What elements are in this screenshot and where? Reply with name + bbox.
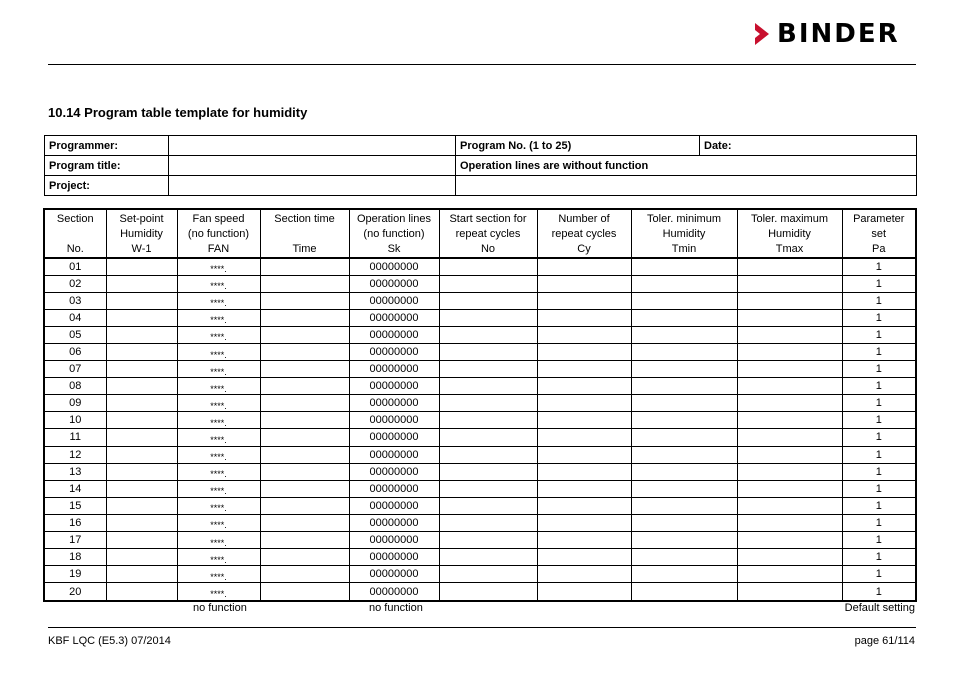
header-line: Sk (387, 243, 401, 255)
header-section (45, 210, 106, 258)
cell-repeat-cycles[interactable] (537, 395, 631, 412)
header-line: No. (66, 243, 84, 255)
program-no-field[interactable]: Program No. (1 to 25) (456, 136, 700, 156)
cell-fan-speed[interactable]: ****. (177, 361, 260, 378)
header-line: Operation lines (357, 213, 431, 225)
cell-setpoint-humidity[interactable] (106, 514, 177, 531)
cell-operation-lines[interactable]: 00000000 (349, 463, 439, 480)
cell-parameter-set[interactable]: 1 (842, 549, 915, 566)
header-line: Start section for (449, 213, 527, 225)
header-section-time (260, 210, 349, 258)
cell-toler-max[interactable] (737, 258, 842, 275)
cell-repeat-cycles[interactable] (537, 292, 631, 309)
cell-section[interactable]: 09 (45, 395, 106, 412)
table-row (45, 549, 915, 566)
cell-repeat-cycles[interactable] (537, 275, 631, 292)
table-row (45, 309, 915, 326)
cell-section[interactable]: 20 (45, 583, 106, 600)
cell-toler-max[interactable] (737, 378, 842, 395)
header-line: Fan speed (192, 213, 245, 225)
cell-repeat-cycles[interactable] (537, 497, 631, 514)
grid-header-row (45, 210, 915, 258)
cell-operation-lines[interactable]: 00000000 (349, 343, 439, 360)
cell-fan-speed[interactable]: ****. (177, 378, 260, 395)
cell-toler-max[interactable] (737, 549, 842, 566)
table-row (45, 395, 915, 412)
cell-toler-max[interactable] (737, 463, 842, 480)
cell-toler-max[interactable] (737, 309, 842, 326)
cell-section[interactable]: 19 (45, 566, 106, 583)
cell-toler-max[interactable] (737, 480, 842, 497)
cell-section-time[interactable] (260, 395, 349, 412)
header-line: Number of (558, 213, 610, 225)
cell-parameter-set[interactable]: 1 (842, 275, 915, 292)
cell-parameter-set[interactable]: 1 (842, 258, 915, 275)
header-operation-lines (349, 210, 439, 258)
program-title-field[interactable] (169, 156, 456, 176)
cell-repeat-cycles[interactable] (537, 309, 631, 326)
table-row (45, 497, 915, 514)
cell-section[interactable]: 14 (45, 480, 106, 497)
cell-section[interactable]: 16 (45, 514, 106, 531)
cell-toler-max[interactable] (737, 275, 842, 292)
cell-setpoint-humidity[interactable] (106, 549, 177, 566)
page-number: page 61/114 (854, 635, 915, 647)
cell-section[interactable]: 12 (45, 446, 106, 463)
table-row (45, 514, 915, 531)
cell-section-time[interactable] (260, 497, 349, 514)
cell-toler-max[interactable] (737, 326, 842, 343)
cell-fan-speed[interactable]: ****. (177, 275, 260, 292)
cell-toler-max[interactable] (737, 497, 842, 514)
cell-setpoint-humidity[interactable] (106, 326, 177, 343)
cell-start-section[interactable] (439, 258, 537, 275)
header-line: (no function) (363, 228, 425, 240)
cell-fan-speed[interactable]: ****. (177, 480, 260, 497)
cell-start-section[interactable] (439, 361, 537, 378)
table-row (45, 275, 915, 292)
cell-toler-min[interactable] (631, 532, 737, 549)
header-line: repeat cycles (551, 228, 617, 240)
cell-parameter-set[interactable]: 1 (842, 361, 915, 378)
cell-section-time[interactable] (260, 412, 349, 429)
cell-toler-min[interactable] (631, 275, 737, 292)
cell-fan-speed[interactable]: ****. (177, 583, 260, 600)
brand-name: BINDER (777, 19, 900, 49)
parameter-set-note: Default setting (844, 602, 915, 614)
project-extra-field[interactable] (456, 176, 917, 196)
cell-section-time[interactable] (260, 463, 349, 480)
cell-parameter-set[interactable]: 1 (842, 412, 915, 429)
cell-fan-speed[interactable]: ****. (177, 514, 260, 531)
cell-start-section[interactable] (439, 412, 537, 429)
cell-parameter-set[interactable]: 1 (842, 566, 915, 583)
operation-lines-note: Operation lines are without function (456, 156, 917, 176)
cell-parameter-set[interactable]: 1 (842, 583, 915, 600)
cell-toler-min[interactable] (631, 395, 737, 412)
cell-start-section[interactable] (439, 429, 537, 446)
cell-operation-lines[interactable]: 00000000 (349, 480, 439, 497)
table-row (45, 378, 915, 395)
document-id: KBF LQC (E5.3) 07/2014 (48, 635, 171, 647)
cell-operation-lines[interactable]: 00000000 (349, 429, 439, 446)
date-field[interactable]: Date: (700, 136, 917, 156)
header-repeat-cycles (537, 210, 631, 258)
table-row (45, 480, 915, 497)
cell-section[interactable]: 11 (45, 429, 106, 446)
cell-section-time[interactable] (260, 326, 349, 343)
header-parameter-set (842, 210, 915, 258)
cell-operation-lines[interactable]: 00000000 (349, 412, 439, 429)
cell-parameter-set[interactable]: 1 (842, 292, 915, 309)
cell-section[interactable]: 01 (45, 258, 106, 275)
cell-section-time[interactable] (260, 480, 349, 497)
cell-fan-speed[interactable]: ****. (177, 326, 260, 343)
cell-start-section[interactable] (439, 480, 537, 497)
grid-body (45, 258, 915, 600)
cell-section[interactable]: 03 (45, 292, 106, 309)
cell-toler-min[interactable] (631, 566, 737, 583)
cell-setpoint-humidity[interactable] (106, 446, 177, 463)
cell-operation-lines[interactable]: 00000000 (349, 514, 439, 531)
table-row (45, 361, 915, 378)
cell-parameter-set[interactable]: 1 (842, 446, 915, 463)
project-label: Project: (45, 176, 169, 196)
programmer-label: Programmer: (45, 136, 169, 156)
cell-fan-speed[interactable]: ****. (177, 463, 260, 480)
header-line: Humidity (120, 228, 163, 240)
cell-toler-min[interactable] (631, 514, 737, 531)
cell-setpoint-humidity[interactable] (106, 532, 177, 549)
cell-operation-lines[interactable]: 00000000 (349, 378, 439, 395)
table-row (45, 566, 915, 583)
cell-fan-speed[interactable]: ****. (177, 395, 260, 412)
programmer-field[interactable] (169, 136, 456, 156)
cell-setpoint-humidity[interactable] (106, 258, 177, 275)
cell-section[interactable]: 06 (45, 343, 106, 360)
cell-setpoint-humidity[interactable] (106, 429, 177, 446)
cell-section[interactable]: 15 (45, 497, 106, 514)
cell-start-section[interactable] (439, 446, 537, 463)
fan-note: no function (193, 602, 247, 614)
cell-parameter-set[interactable]: 1 (842, 480, 915, 497)
cell-section-time[interactable] (260, 361, 349, 378)
cell-repeat-cycles[interactable] (537, 514, 631, 531)
cell-parameter-set[interactable]: 1 (842, 514, 915, 531)
cell-toler-min[interactable] (631, 309, 737, 326)
cell-section[interactable]: 17 (45, 532, 106, 549)
header-line: Tmin (671, 243, 697, 255)
cell-operation-lines[interactable]: 00000000 (349, 258, 439, 275)
cell-start-section[interactable] (439, 532, 537, 549)
table-row (45, 532, 915, 549)
cell-start-section[interactable] (439, 463, 537, 480)
cell-operation-lines[interactable]: 00000000 (349, 497, 439, 514)
header-line: Tmax (775, 243, 804, 255)
cell-start-section[interactable] (439, 549, 537, 566)
cell-repeat-cycles[interactable] (537, 566, 631, 583)
header-line: Humidity (662, 228, 706, 240)
cell-repeat-cycles[interactable] (537, 343, 631, 360)
cell-start-section[interactable] (439, 378, 537, 395)
cell-fan-speed[interactable]: ****. (177, 549, 260, 566)
cell-section-time[interactable] (260, 429, 349, 446)
header-line: repeat cycles (455, 228, 521, 240)
cell-toler-max[interactable] (737, 412, 842, 429)
cell-toler-max[interactable] (737, 429, 842, 446)
cell-toler-min[interactable] (631, 497, 737, 514)
header-line: Set-point (119, 213, 164, 225)
cell-toler-max[interactable] (737, 566, 842, 583)
cell-toler-max[interactable] (737, 514, 842, 531)
cell-section-time[interactable] (260, 532, 349, 549)
cell-section-time[interactable] (260, 514, 349, 531)
cell-repeat-cycles[interactable] (537, 412, 631, 429)
cell-repeat-cycles[interactable] (537, 549, 631, 566)
cell-section-time[interactable] (260, 446, 349, 463)
cell-toler-min[interactable] (631, 446, 737, 463)
cell-fan-speed[interactable]: ****. (177, 429, 260, 446)
cell-setpoint-humidity[interactable] (106, 275, 177, 292)
table-row (45, 412, 915, 429)
table-row (45, 463, 915, 480)
cell-toler-max[interactable] (737, 292, 842, 309)
cell-setpoint-humidity[interactable] (106, 292, 177, 309)
cell-section-time[interactable] (260, 378, 349, 395)
cell-operation-lines[interactable]: 00000000 (349, 292, 439, 309)
header-setpoint-humidity (106, 210, 177, 258)
cell-section[interactable]: 13 (45, 463, 106, 480)
cell-repeat-cycles[interactable] (537, 480, 631, 497)
table-row (45, 343, 915, 360)
header-line: Cy (577, 243, 591, 255)
cell-section[interactable]: 02 (45, 275, 106, 292)
header-line: Toler. minimum (647, 213, 721, 225)
cell-operation-lines[interactable]: 00000000 (349, 583, 439, 600)
cell-setpoint-humidity[interactable] (106, 361, 177, 378)
cell-operation-lines[interactable]: 00000000 (349, 549, 439, 566)
table-row (45, 292, 915, 309)
header-line: W-1 (131, 243, 152, 255)
table-row (45, 429, 915, 446)
program-info-table (44, 135, 917, 196)
cell-operation-lines[interactable]: 00000000 (349, 395, 439, 412)
header-line (45, 227, 106, 242)
cell-section-time[interactable] (260, 583, 349, 600)
cell-start-section[interactable] (439, 309, 537, 326)
cell-section-time[interactable] (260, 292, 349, 309)
cell-setpoint-humidity[interactable] (106, 463, 177, 480)
cell-toler-min[interactable] (631, 463, 737, 480)
header-line: Section time (274, 213, 335, 225)
operation-lines-note-footer: no function (369, 602, 423, 614)
cell-operation-lines[interactable]: 00000000 (349, 566, 439, 583)
cell-toler-max[interactable] (737, 361, 842, 378)
cell-section[interactable]: 04 (45, 309, 106, 326)
cell-start-section[interactable] (439, 343, 537, 360)
table-row (45, 258, 915, 275)
program-grid (43, 208, 917, 602)
cell-parameter-set[interactable]: 1 (842, 429, 915, 446)
cell-toler-max[interactable] (737, 446, 842, 463)
cell-toler-min[interactable] (631, 549, 737, 566)
cell-repeat-cycles[interactable] (537, 326, 631, 343)
cell-operation-lines[interactable]: 00000000 (349, 326, 439, 343)
cell-fan-speed[interactable]: ****. (177, 309, 260, 326)
header-fan-speed (177, 210, 260, 258)
header-line (261, 227, 349, 242)
cell-fan-speed[interactable]: ****. (177, 497, 260, 514)
header-line: (no function) (187, 228, 250, 240)
cell-toler-min[interactable] (631, 429, 737, 446)
header-line: Humidity (768, 228, 811, 240)
cell-operation-lines[interactable]: 00000000 (349, 446, 439, 463)
header-line: Pa (872, 243, 886, 255)
cell-setpoint-humidity[interactable] (106, 395, 177, 412)
cell-toler-max[interactable] (737, 583, 842, 600)
cell-fan-speed[interactable]: ****. (177, 446, 260, 463)
cell-parameter-set[interactable]: 1 (842, 343, 915, 360)
header-line: Time (292, 243, 317, 255)
cell-fan-speed[interactable]: ****. (177, 343, 260, 360)
cell-toler-min[interactable] (631, 412, 737, 429)
project-field[interactable] (169, 176, 456, 196)
cell-fan-speed[interactable]: ****. (177, 258, 260, 275)
program-title-label: Program title: (45, 156, 169, 176)
cell-toler-min[interactable] (631, 583, 737, 600)
cell-section[interactable]: 08 (45, 378, 106, 395)
cell-repeat-cycles[interactable] (537, 583, 631, 600)
cell-repeat-cycles[interactable] (537, 258, 631, 275)
header-line: Section (56, 213, 94, 225)
cell-parameter-set[interactable]: 1 (842, 378, 915, 395)
cell-setpoint-humidity[interactable] (106, 378, 177, 395)
cell-fan-speed[interactable]: ****. (177, 292, 260, 309)
cell-fan-speed[interactable]: ****. (177, 412, 260, 429)
section-heading: 10.14 Program table template for humidity (48, 105, 308, 120)
header-toler-max (737, 210, 842, 258)
cell-toler-min[interactable] (631, 343, 737, 360)
cell-setpoint-humidity[interactable] (106, 480, 177, 497)
cell-setpoint-humidity[interactable] (106, 343, 177, 360)
cell-start-section[interactable] (439, 275, 537, 292)
cell-toler-min[interactable] (631, 258, 737, 275)
header-toler-min (631, 210, 737, 258)
cell-fan-speed[interactable]: ****. (177, 566, 260, 583)
cell-operation-lines[interactable]: 00000000 (349, 309, 439, 326)
cell-section[interactable]: 10 (45, 412, 106, 429)
cell-section-time[interactable] (260, 258, 349, 275)
cell-toler-min[interactable] (631, 378, 737, 395)
cell-parameter-set[interactable]: 1 (842, 395, 915, 412)
cell-setpoint-humidity[interactable] (106, 309, 177, 326)
cell-section-time[interactable] (260, 275, 349, 292)
cell-parameter-set[interactable]: 1 (842, 309, 915, 326)
cell-setpoint-humidity[interactable] (106, 566, 177, 583)
cell-toler-max[interactable] (737, 343, 842, 360)
cell-start-section[interactable] (439, 497, 537, 514)
header-rule (48, 64, 916, 65)
table-row (45, 583, 915, 600)
cell-parameter-set[interactable]: 1 (842, 497, 915, 514)
cell-repeat-cycles[interactable] (537, 463, 631, 480)
cell-repeat-cycles[interactable] (537, 532, 631, 549)
binder-chevron-logo-icon (753, 23, 771, 45)
cell-section-time[interactable] (260, 549, 349, 566)
cell-repeat-cycles[interactable] (537, 429, 631, 446)
cell-toler-max[interactable] (737, 532, 842, 549)
cell-start-section[interactable] (439, 566, 537, 583)
cell-parameter-set[interactable]: 1 (842, 463, 915, 480)
cell-section-time[interactable] (260, 566, 349, 583)
header-start-section (439, 210, 537, 258)
cell-start-section[interactable] (439, 326, 537, 343)
cell-toler-min[interactable] (631, 480, 737, 497)
cell-repeat-cycles[interactable] (537, 361, 631, 378)
cell-setpoint-humidity[interactable] (106, 583, 177, 600)
table-row (45, 326, 915, 343)
header-line: set (871, 228, 887, 240)
cell-parameter-set[interactable]: 1 (842, 326, 915, 343)
header-line: Toler. maximum (750, 213, 829, 225)
cell-operation-lines[interactable]: 00000000 (349, 361, 439, 378)
header-line: No (480, 243, 496, 255)
cell-toler-min[interactable] (631, 361, 737, 378)
cell-operation-lines[interactable]: 00000000 (349, 275, 439, 292)
cell-toler-min[interactable] (631, 326, 737, 343)
cell-repeat-cycles[interactable] (537, 446, 631, 463)
cell-section-time[interactable] (260, 343, 349, 360)
cell-toler-min[interactable] (631, 292, 737, 309)
binder-logo (753, 19, 900, 49)
cell-setpoint-humidity[interactable] (106, 412, 177, 429)
cell-parameter-set[interactable]: 1 (842, 532, 915, 549)
cell-start-section[interactable] (439, 395, 537, 412)
cell-operation-lines[interactable]: 00000000 (349, 532, 439, 549)
cell-section[interactable]: 07 (45, 361, 106, 378)
header-line: FAN (207, 243, 230, 255)
cell-toler-max[interactable] (737, 395, 842, 412)
footer-rule (48, 627, 916, 628)
cell-section[interactable]: 05 (45, 326, 106, 343)
cell-setpoint-humidity[interactable] (106, 497, 177, 514)
cell-repeat-cycles[interactable] (537, 378, 631, 395)
cell-start-section[interactable] (439, 583, 537, 600)
cell-section-time[interactable] (260, 309, 349, 326)
cell-fan-speed[interactable]: ****. (177, 532, 260, 549)
cell-start-section[interactable] (439, 292, 537, 309)
cell-section[interactable]: 18 (45, 549, 106, 566)
header-line: Parameter (853, 213, 905, 225)
cell-start-section[interactable] (439, 514, 537, 531)
table-row (45, 446, 915, 463)
